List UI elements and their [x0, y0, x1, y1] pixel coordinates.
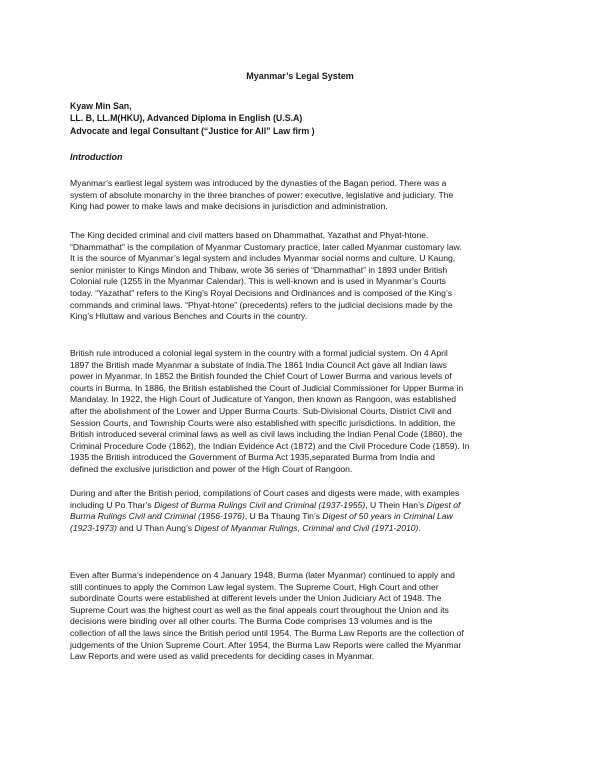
paragraph-line: Law Reports and were used as valid precedents for deciding cases in Myanmar.: [70, 651, 375, 662]
paragraph-line: British introduced several criminal laws as well as civil laws including the Indian Penal Code (1860), the: [70, 429, 463, 440]
paragraph-line: Session Courts, and Township Courts were also established with specific jurisdictions. In addition, the: [70, 417, 456, 428]
paragraph-text: , U Ba Thaung Tin’s: [244, 511, 323, 522]
paragraph-line: Even after Burma’s independence on 4 January 1948, Burma (later Myanmar) continued to apply and: [70, 570, 455, 580]
paragraph-line: Myanmar’s earliest legal system was introduced by the dynasties of the Bagan period. There was a: [70, 178, 447, 188]
paragraph-line: judgements of the Union Supreme Court. After 1954, the Burma Law Reports were called the Myanmar: [70, 639, 462, 650]
paragraph-line: [70, 523, 540, 535]
italic-citation-text: Digest of: [426, 499, 461, 510]
document-title: Myanmar’s Legal System: [246, 71, 354, 81]
paragraph-line: system of absolute monarchy in the three branches of power: executive, legislative and judiciary. The: [70, 189, 454, 200]
paragraph-1: [70, 178, 540, 213]
paragraph-line: 1935 the British introduced the Government of Burma Act 1935,separated Burma from India and: [70, 452, 435, 463]
paragraph-line: Criminal Procedure Code (1862), the Indian Evidence Act (1872) and the Civil Procedure Code (1859). In: [70, 440, 470, 451]
paragraph-2: [70, 230, 540, 323]
paragraph-line: collection of all the laws since the British period until 1954. The Burma Law Reports are the collection of: [70, 627, 464, 638]
author-name: Kyaw Min San,: [70, 101, 132, 111]
paragraph-line: Supreme Court was the highest court as well as the final appeals court throughout the Union and its: [70, 604, 449, 615]
paragraph-line: The King decided criminal and civil matters based on Dhammathat, Yazathat and Phyat-htone.: [70, 230, 429, 240]
paragraph-line: It is the source of Myanmar’s legal system and includes Myanmar social norms and culture. U Kaung,: [70, 253, 456, 264]
paragraph-line: commands and criminal laws. “Phyat-htone” (precedents) refers to the judicial decisions made by the: [70, 299, 453, 310]
paragraph-line: [70, 511, 540, 523]
paragraph-line: [70, 500, 540, 512]
paragraph-text: including U Po Thar’s: [70, 499, 155, 510]
italic-citation-text: Digest of 50 years in Criminal Law: [322, 511, 453, 522]
paragraph-line: King had power to make laws and make decisions in jurisdiction and administration.: [70, 201, 388, 212]
paragraph-line: Colonial rule (1255 in the Myanmar Calendar). This is well-known and is used in Myanmar’s Courts: [70, 276, 446, 287]
italic-citation-text: Digest of Burma Rulings Civil and Criminal (1937-1955): [154, 499, 366, 510]
paragraph-line: decisions were binding over all other courts. The Burma Code comprises 13 volumes and is the: [70, 616, 433, 627]
paragraph-5: [70, 570, 540, 663]
italic-citation-text: Digest of Myanmar Rulings, Criminal and Civil (1971-2010): [194, 522, 419, 533]
author-qualifications: LL. B, LL.M(HKU), Advanced Diploma in English (U.S.A): [70, 113, 303, 124]
paragraph-4: [70, 488, 540, 534]
paragraph-line: subordinate Courts were established at different levels under the Union Judiciary Act of 1948. The: [70, 593, 442, 604]
paragraph-line: after the abolishment of the Lower and Upper Burma Courts. Sub-Divisional Courts, District Civil and: [70, 405, 452, 416]
paragraph-line: senior minister to Kings Mindon and Thibaw, wrote 36 series of “Dhammathat” in 1893 under British: [70, 264, 448, 275]
author-block: [70, 100, 315, 137]
paragraph-3: [70, 348, 540, 476]
paragraph-text: , U Thein Han’s: [365, 499, 427, 510]
paragraph-line: defined the exclusive jurisdiction and power of the High Court of Rangoon.: [70, 463, 353, 474]
paragraph-line: still continues to apply the Common Law legal system. The Supreme Court, High Court and other: [70, 581, 439, 592]
paragraph-line: “Dhammathat” is the compilation of Myanmar Customary practice, later called Myanmar customary law.: [70, 241, 462, 252]
paragraph-line: power in Myanmar. In 1852 the British founded the Chief Court of Lower Burma and various levels of: [70, 371, 452, 382]
italic-citation-text: (1923-1973): [70, 522, 117, 533]
paragraph-text: and U Than Aung’s: [116, 522, 195, 533]
paragraph-line: British rule introduced a colonial legal system in the country with a formal judicial system. On 4 April: [70, 348, 448, 358]
author-position: Advocate and legal Consultant (“Justice for All” Law firm ): [70, 125, 315, 136]
paragraph-line: King’s Hluttaw and various Benches and Courts in the country.: [70, 311, 308, 322]
paragraph-text: .: [418, 522, 421, 533]
section-heading-introduction: Introduction: [70, 152, 123, 162]
paragraph-line: [70, 488, 540, 500]
paragraph-text: During and after the British period, compilations of Court cases and digests were made, with examples: [70, 488, 460, 498]
paragraph-line: Mandalay. In 1922, the High Court of Judicature of Yangon, then known as Rangoon, was established: [70, 394, 457, 405]
paragraph-line: today. “Yazathat” refers to the King’s Royal Decisions and Ordinances and is composed of the King’s: [70, 287, 452, 298]
paragraph-line: 1897 the British made Myanmar a substate of India.The 1861 India Council Act gave all Indian laws: [70, 359, 447, 370]
italic-citation-text: Burma Rulings Civil and Criminal (1956-1976): [70, 511, 245, 522]
paragraph-line: courts in Burma. In 1886, the British established the Court of Judicial Commissioner for Upper Burma in: [70, 382, 464, 393]
